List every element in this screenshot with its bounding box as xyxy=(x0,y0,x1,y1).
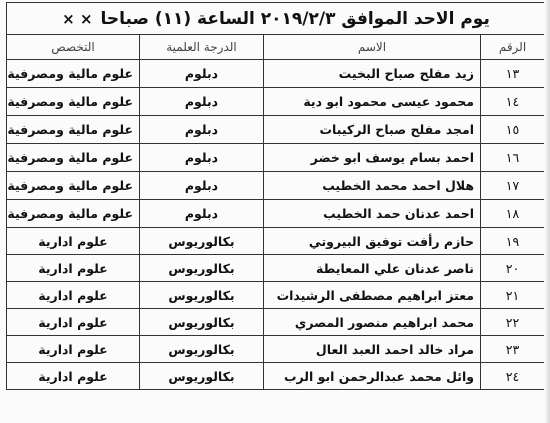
schedule-title xyxy=(6,2,546,35)
row-specialty: علوم مالية ومصرفية xyxy=(7,88,140,116)
row-name: زيد مفلح صباح البخيت xyxy=(264,60,481,88)
row-specialty: علوم ادارية xyxy=(7,255,140,282)
row-specialty: علوم مالية ومصرفية xyxy=(7,116,140,144)
row-degree: بكالوريوس xyxy=(140,282,264,309)
table-row xyxy=(7,255,545,282)
row-specialty: علوم مالية ومصرفية xyxy=(7,144,140,172)
candidates-table xyxy=(6,34,545,390)
table-row xyxy=(7,228,545,255)
title-marks: × × xyxy=(62,10,93,28)
row-name: هلال احمد محمد الخطيب xyxy=(264,172,481,200)
row-specialty: علوم مالية ومصرفية xyxy=(7,172,140,200)
row-name: احمد بسام يوسف ابو خضر xyxy=(264,144,481,172)
row-number: ٢١ xyxy=(481,282,545,309)
row-name: محمد ابراهيم منصور المصري xyxy=(264,309,481,336)
row-name: امجد مفلح صباح الركيبات xyxy=(264,116,481,144)
table-row xyxy=(7,336,545,363)
row-name: مراد خالد احمد العبد العال xyxy=(264,336,481,363)
row-degree: دبلوم xyxy=(140,60,264,88)
row-name: معتز ابراهيم مصطفى الرشيدات xyxy=(264,282,481,309)
row-number: ١٣ xyxy=(481,60,545,88)
row-name: محمود عيسى محمود ابو دية xyxy=(264,88,481,116)
title-text: يوم الاحد الموافق ٢٠١٩/٢/٣ الساعة (١١) صباحا xyxy=(100,9,490,29)
row-specialty: علوم ادارية xyxy=(7,336,140,363)
row-specialty: علوم ادارية xyxy=(7,228,140,255)
row-number: ٢٠ xyxy=(481,255,545,282)
row-number: ١٦ xyxy=(481,144,545,172)
header-specialty: التخصص xyxy=(7,35,140,60)
row-degree: دبلوم xyxy=(140,144,264,172)
row-number: ٢٤ xyxy=(481,363,545,390)
row-number: ١٨ xyxy=(481,200,545,228)
row-specialty: علوم مالية ومصرفية xyxy=(7,200,140,228)
table-row xyxy=(7,363,545,390)
page-edge-shadow xyxy=(544,0,550,423)
row-degree: بكالوريوس xyxy=(140,228,264,255)
row-name: حازم رأفت توفيق البيروتي xyxy=(264,228,481,255)
row-degree: بكالوريوس xyxy=(140,336,264,363)
table-row xyxy=(7,116,545,144)
table-row xyxy=(7,88,545,116)
row-degree: دبلوم xyxy=(140,116,264,144)
header-degree: الدرجة العلمية xyxy=(140,35,264,60)
row-number: ١٥ xyxy=(481,116,545,144)
header-name: الاسم xyxy=(264,35,481,60)
table-header-row xyxy=(7,35,545,60)
table-row xyxy=(7,282,545,309)
table-row xyxy=(7,200,545,228)
row-degree: دبلوم xyxy=(140,88,264,116)
row-number: ٢٢ xyxy=(481,309,545,336)
row-degree: بكالوريوس xyxy=(140,363,264,390)
row-degree: دبلوم xyxy=(140,172,264,200)
table-row xyxy=(7,144,545,172)
row-number: ٢٣ xyxy=(481,336,545,363)
row-number: ١٧ xyxy=(481,172,545,200)
row-name: ناصر عدنان علي المعايطة xyxy=(264,255,481,282)
row-name: احمد عدنان حمد الخطيب xyxy=(264,200,481,228)
header-number: الرقم xyxy=(481,35,545,60)
row-number: ١٤ xyxy=(481,88,545,116)
row-degree: دبلوم xyxy=(140,200,264,228)
row-specialty: علوم ادارية xyxy=(7,282,140,309)
table-row xyxy=(7,172,545,200)
table-row xyxy=(7,309,545,336)
row-degree: بكالوريوس xyxy=(140,309,264,336)
row-number: ١٩ xyxy=(481,228,545,255)
row-name: وائل محمد عبدالرحمن ابو الرب xyxy=(264,363,481,390)
row-specialty: علوم ادارية xyxy=(7,363,140,390)
table-row xyxy=(7,60,545,88)
row-degree: بكالوريوس xyxy=(140,255,264,282)
row-specialty: علوم مالية ومصرفية xyxy=(7,60,140,88)
row-specialty: علوم ادارية xyxy=(7,309,140,336)
